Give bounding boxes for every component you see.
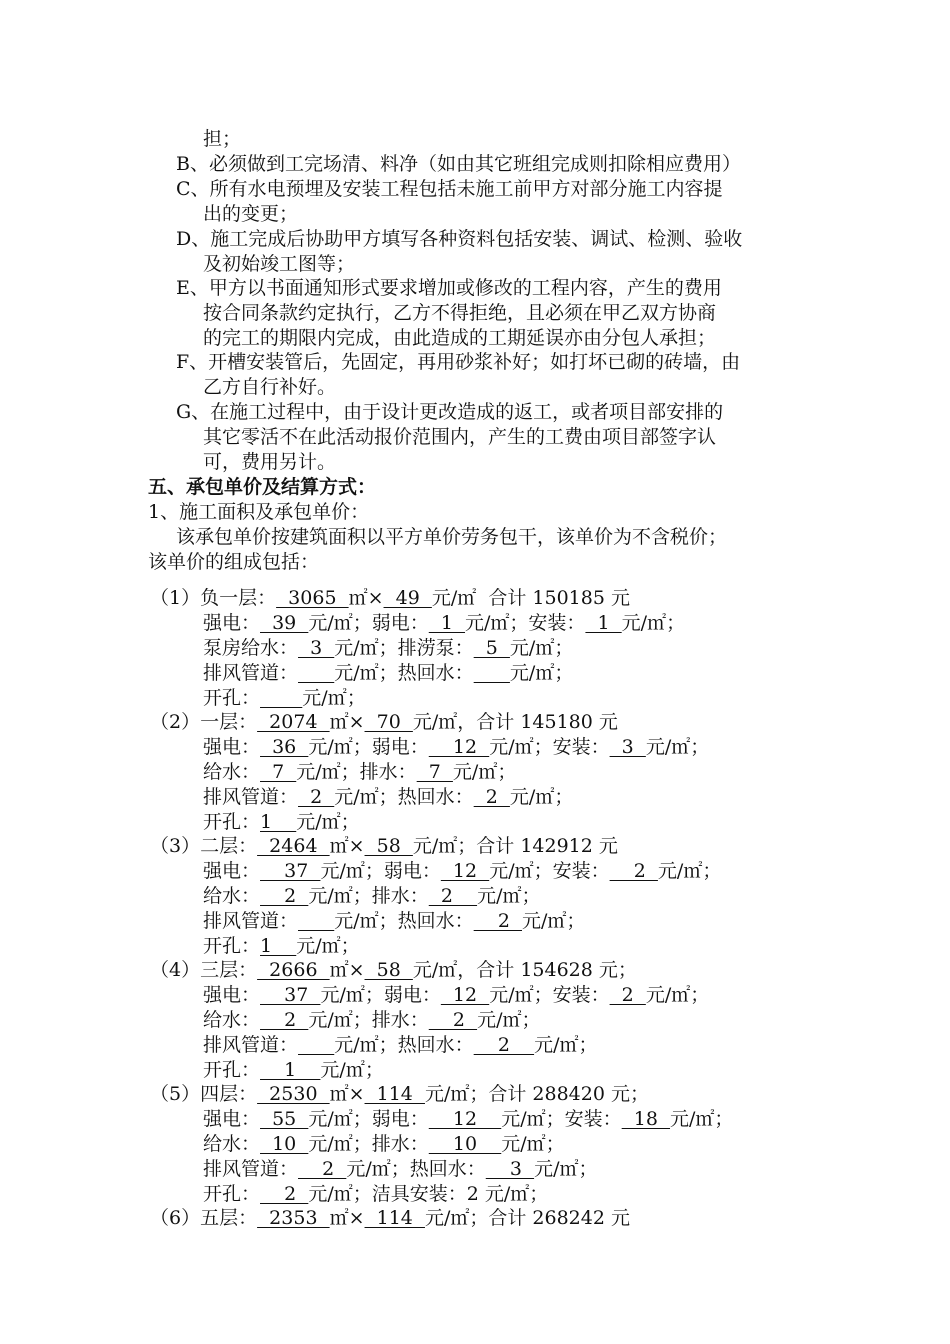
row-text: 给水： bbox=[203, 1009, 261, 1031]
filled-blank: 12 bbox=[440, 984, 490, 1006]
price-row bbox=[203, 884, 540, 909]
row-text: （5）四层： bbox=[150, 1083, 258, 1105]
row-text: 元/㎡；热回水： bbox=[334, 662, 474, 684]
price-row bbox=[203, 1008, 540, 1033]
filled-blank: 2666 bbox=[257, 959, 330, 981]
row-text: ㎡× bbox=[329, 835, 365, 857]
filled-blank: 2 bbox=[609, 984, 646, 1006]
filled-blank: 1 bbox=[260, 811, 297, 833]
price-row bbox=[203, 686, 366, 711]
row-text: 排风管道： bbox=[203, 1034, 299, 1056]
row-text: （2）一层： bbox=[150, 711, 258, 733]
filled-blank: 2 bbox=[609, 860, 658, 882]
price-row bbox=[150, 958, 637, 983]
row-text: 强电： bbox=[203, 984, 261, 1006]
row-text: 元/㎡；热回水： bbox=[334, 910, 474, 932]
row-text: ㎡× bbox=[348, 587, 384, 609]
filled-blank bbox=[260, 687, 302, 709]
filled-blank: 2464 bbox=[257, 835, 330, 857]
row-text: 排风管道： bbox=[203, 910, 299, 932]
filled-blank: 2 bbox=[473, 1034, 535, 1056]
filled-blank: 3 bbox=[609, 736, 646, 758]
row-text: 强电： bbox=[203, 612, 261, 634]
filled-blank: 12 bbox=[440, 860, 490, 882]
subsection-heading: 1、施工面积及承包单价： bbox=[148, 501, 370, 523]
price-row bbox=[203, 611, 685, 636]
filled-blank: 10 bbox=[260, 1133, 309, 1155]
text-line: 按合同条款约定执行，乙方不得拒绝，且必须在甲乙双方协商 bbox=[203, 302, 717, 324]
filled-blank: 12 bbox=[428, 736, 490, 758]
row-text: ㎡× bbox=[329, 959, 365, 981]
filled-blank: 58 bbox=[364, 835, 413, 857]
price-row bbox=[203, 661, 573, 686]
paragraph: 该承包单价按建筑面积以平方单价劳务包干，该单价为不含税价； bbox=[176, 526, 728, 548]
row-text: 元/㎡； bbox=[477, 885, 541, 907]
filled-blank: 12 bbox=[428, 1108, 502, 1130]
row-text: 开孔： bbox=[203, 687, 261, 709]
row-text: 元/㎡；排水： bbox=[308, 885, 429, 907]
text-line: 的完工的期限内完成，由此造成的工期延误亦由分包人承担； bbox=[203, 327, 717, 349]
row-text: 元/㎡；排水： bbox=[296, 761, 417, 783]
price-row bbox=[203, 760, 516, 785]
filled-blank: 2 bbox=[473, 786, 510, 808]
section-heading: 五、承包单价及结算方式： bbox=[148, 476, 377, 498]
row-text: 元/㎡； bbox=[509, 637, 574, 659]
clause-f: F、开槽安装管后，先固定，再用砂浆补好；如打坏已砌的砖墙，由 bbox=[176, 351, 741, 373]
price-row bbox=[150, 1206, 630, 1231]
price-row bbox=[203, 1107, 733, 1132]
clause-g: G、在施工过程中，由于设计更改造成的返工，或者项目部安排的 bbox=[176, 401, 724, 423]
filled-blank: 7 bbox=[416, 761, 453, 783]
filled-blank: 2 bbox=[428, 1009, 478, 1031]
row-text: 元/㎡；弱电： bbox=[308, 736, 429, 758]
filled-blank bbox=[474, 662, 510, 684]
price-row bbox=[203, 1182, 548, 1207]
clause-c: C、所有水电预埋及安装工程包括未施工前甲方对部分施工内容提 bbox=[176, 178, 723, 200]
row-text: 元/㎡；热回水： bbox=[346, 1158, 486, 1180]
filled-blank: 2 bbox=[260, 1183, 309, 1205]
row-text: 强电： bbox=[203, 1108, 261, 1130]
row-text: 开孔： bbox=[203, 1059, 261, 1081]
row-text: 元/㎡；安装： bbox=[465, 612, 586, 634]
filled-blank: 55 bbox=[260, 1108, 309, 1130]
row-text: （6）五层： bbox=[150, 1207, 258, 1229]
clause-e: E、甲方以书面通知形式要求增加或修改的工程内容，产生的费用 bbox=[176, 277, 722, 299]
row-text: 元/㎡；弱电： bbox=[320, 860, 441, 882]
row-text: 元/㎡； bbox=[320, 1059, 384, 1081]
text-line: 其它零活不在此活动报价范围内，产生的工费由项目部签字认 bbox=[203, 426, 717, 448]
row-text: 排风管道： bbox=[203, 786, 299, 808]
row-text: 元/㎡；排水： bbox=[308, 1009, 429, 1031]
price-row bbox=[203, 1157, 597, 1182]
filled-blank: 1 bbox=[585, 612, 622, 634]
paragraph: 该单价的组成包括： bbox=[148, 551, 320, 573]
filled-blank: 2530 bbox=[257, 1083, 330, 1105]
filled-blank: 2074 bbox=[257, 711, 330, 733]
row-text: 元/㎡； bbox=[302, 687, 366, 709]
text-line: 可，费用另计。 bbox=[203, 451, 337, 473]
filled-blank: 10 bbox=[428, 1133, 502, 1155]
price-row bbox=[150, 710, 618, 735]
price-row bbox=[203, 1033, 597, 1058]
row-text: 元/㎡； bbox=[645, 984, 710, 1006]
filled-blank: 5 bbox=[473, 637, 510, 659]
text-line: 乙方自行补好。 bbox=[203, 376, 337, 398]
row-text: 元/㎡； bbox=[509, 662, 574, 684]
filled-blank bbox=[298, 662, 334, 684]
row-text: 元/㎡； bbox=[296, 811, 360, 833]
row-text: 泵房给水： bbox=[203, 637, 299, 659]
row-text: 元/㎡；合计 142912 元 bbox=[412, 835, 618, 857]
row-text: 元/㎡；热回水： bbox=[334, 786, 474, 808]
filled-blank bbox=[298, 910, 334, 932]
filled-blank: 7 bbox=[260, 761, 297, 783]
row-text: 元/㎡ 合计 150185 元 bbox=[431, 587, 630, 609]
filled-blank: 49 bbox=[383, 587, 432, 609]
filled-blank: 114 bbox=[364, 1207, 425, 1229]
price-row bbox=[150, 586, 630, 611]
clause-d: D、施工完成后协助甲方填写各种资料包括安装、调试、检测、验收 bbox=[176, 228, 743, 250]
row-text: ㎡× bbox=[329, 1207, 365, 1229]
row-text: 元/㎡； bbox=[534, 1034, 598, 1056]
row-text: 元/㎡；安装： bbox=[501, 1108, 622, 1130]
price-row bbox=[203, 636, 573, 661]
row-text: 元/㎡； bbox=[509, 786, 574, 808]
price-row bbox=[150, 1082, 649, 1107]
price-row bbox=[203, 1058, 384, 1083]
row-text: 元/㎡； bbox=[670, 1108, 734, 1130]
text-line: 出的变更； bbox=[203, 203, 299, 225]
row-text: 元/㎡；弱电： bbox=[308, 612, 429, 634]
filled-blank: 39 bbox=[260, 612, 309, 634]
filled-blank: 2 bbox=[298, 1158, 347, 1180]
row-text: 元/㎡；排涝泵： bbox=[334, 637, 474, 659]
filled-blank: 2 bbox=[473, 910, 522, 932]
filled-blank: 18 bbox=[621, 1108, 671, 1130]
row-text: 元/㎡；弱电： bbox=[320, 984, 441, 1006]
price-row bbox=[203, 1132, 565, 1157]
filled-blank: 37 bbox=[260, 860, 321, 882]
row-text: 元/㎡； bbox=[621, 612, 686, 634]
filled-blank: 2 bbox=[428, 885, 478, 907]
row-text: 元/㎡； bbox=[522, 910, 586, 932]
filled-blank: 2353 bbox=[257, 1207, 330, 1229]
filled-blank: 2 bbox=[260, 885, 309, 907]
row-text: （3）二层： bbox=[150, 835, 258, 857]
row-text: 元/㎡； bbox=[534, 1158, 598, 1180]
filled-blank: 3 bbox=[485, 1158, 535, 1180]
row-text: 开孔： bbox=[203, 811, 261, 833]
row-text: 元/㎡；洁具安装：2 元/㎡； bbox=[308, 1183, 549, 1205]
row-text: 元/㎡，合计 154628 元； bbox=[412, 959, 637, 981]
price-row bbox=[203, 983, 709, 1008]
row-text: 给水： bbox=[203, 1133, 261, 1155]
row-text: 强电： bbox=[203, 860, 261, 882]
row-text: 元/㎡；合计 288420 元； bbox=[424, 1083, 649, 1105]
filled-blank: 2 bbox=[260, 1009, 309, 1031]
filled-blank: 3065 bbox=[276, 587, 349, 609]
row-text: 元/㎡； bbox=[657, 860, 722, 882]
price-row bbox=[150, 834, 618, 859]
filled-blank: 37 bbox=[260, 984, 321, 1006]
filled-blank: 58 bbox=[364, 959, 413, 981]
price-row bbox=[203, 909, 585, 934]
row-text: 元/㎡；安装： bbox=[489, 860, 610, 882]
filled-blank: 70 bbox=[364, 711, 413, 733]
clause-b: B、必须做到工完场清、料净（如由其它班组完成则扣除相应费用） bbox=[176, 153, 741, 175]
row-text: 元/㎡； bbox=[477, 1009, 541, 1031]
row-text: 元/㎡； bbox=[645, 736, 710, 758]
row-text: 开孔： bbox=[203, 1183, 261, 1205]
row-text: 元/㎡；热回水： bbox=[334, 1034, 474, 1056]
text-line: 担； bbox=[203, 128, 242, 150]
row-text: 强电： bbox=[203, 736, 261, 758]
row-text: （1）负一层： bbox=[150, 587, 277, 609]
row-text: ㎡× bbox=[329, 1083, 365, 1105]
row-text: 元/㎡，合计 145180 元 bbox=[412, 711, 618, 733]
filled-blank: 36 bbox=[260, 736, 309, 758]
filled-blank: 1 bbox=[260, 1059, 321, 1081]
filled-blank: 3 bbox=[298, 637, 335, 659]
row-text: 元/㎡；安装： bbox=[489, 984, 610, 1006]
filled-blank: 1 bbox=[428, 612, 466, 634]
row-text: 元/㎡； bbox=[452, 761, 517, 783]
row-text: 元/㎡；合计 268242 元 bbox=[424, 1207, 630, 1229]
price-row bbox=[203, 810, 360, 835]
row-text: 开孔： bbox=[203, 935, 261, 957]
filled-blank: 114 bbox=[364, 1083, 425, 1105]
row-text: 元/㎡； bbox=[501, 1133, 565, 1155]
row-text: 元/㎡；安装： bbox=[489, 736, 610, 758]
row-text: 给水： bbox=[203, 885, 261, 907]
row-text: （4）三层： bbox=[150, 959, 258, 981]
price-row bbox=[203, 735, 709, 760]
row-text: 给水： bbox=[203, 761, 261, 783]
row-text: ㎡× bbox=[329, 711, 365, 733]
filled-blank bbox=[298, 1034, 334, 1056]
filled-blank: 1 bbox=[260, 935, 297, 957]
row-text: 排风管道： bbox=[203, 1158, 299, 1180]
filled-blank: 2 bbox=[298, 786, 335, 808]
row-text: 元/㎡； bbox=[296, 935, 360, 957]
price-row bbox=[203, 859, 721, 884]
row-text: 元/㎡；排水： bbox=[308, 1133, 429, 1155]
row-text: 排风管道： bbox=[203, 662, 299, 684]
price-row bbox=[203, 934, 360, 959]
text-line: 及初始竣工图等； bbox=[203, 253, 356, 275]
row-text: 元/㎡；弱电： bbox=[308, 1108, 429, 1130]
price-row bbox=[203, 785, 573, 810]
